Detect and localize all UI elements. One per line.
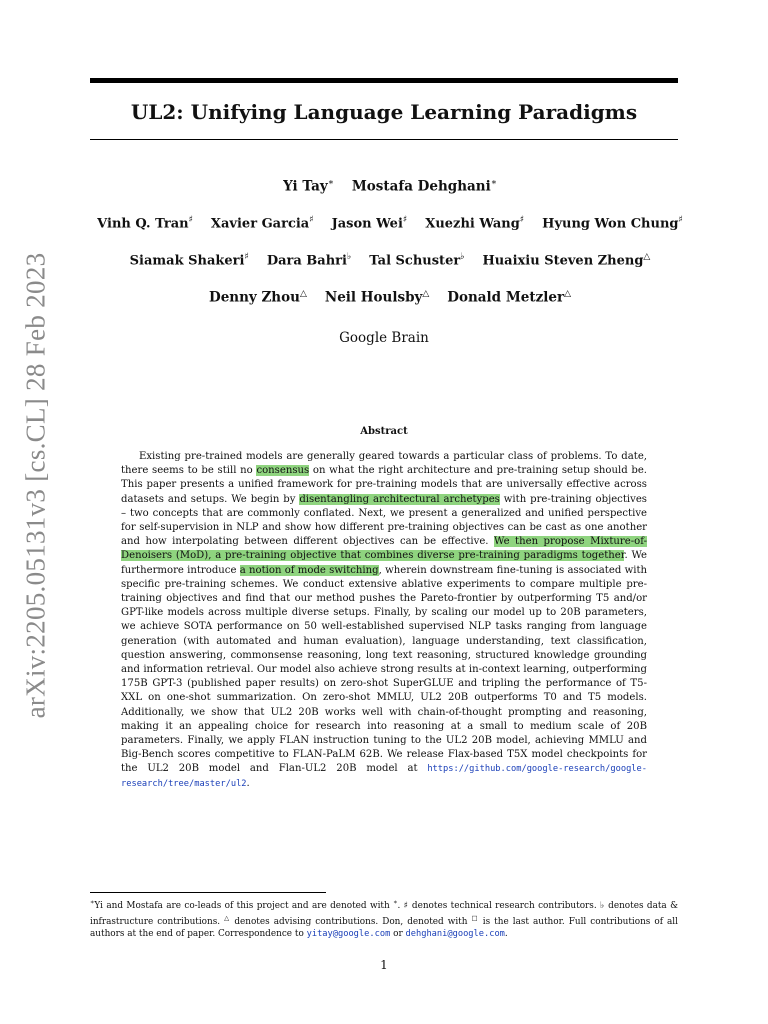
author: Mostafa Dehghani∗ (351, 178, 497, 195)
arxiv-identifier-stamp (14, 252, 58, 718)
abstract-text: , wherein downstream fine-tuning is associated with specific pre-training schemes. We conduct extensive ablative experiments to compare multiple pre-training objectives and find that our method pushes the Pareto-frontier by outperforming T5 and/or GPT-like models across multiple diverse setups. Finally, by scaling our model up to 20B parameters, we achieve SOTA performance on 50 well-established supervised NLP tasks ranging from language generation (with automated and human evaluation), language understanding, text classification, question answering, commonsense reasoning, long text reasoning, structured knowledge grounding and information retrieval. Our model also achieve strong results at in-context learning, outperforming 175B GPT-3 (published paper results) on zero-shot SuperGLUE and tripling the performance of T5-XXL on one-shot summarization. On zero-shot MMLU, UL2 20B outperforms T0 and T5 models. Additionally, we show that UL2 20B works well with chain-of-thought prompting and reasoning, making it an appealing choice for research into reasoning at a small to medium scale of 20B parameters. Finally, we apply FLAN instruction tuning to the UL2 20B model, achieving MMLU and Big-Bench scores competitive to FLAN-PaLM 62B. We release Flax-based T5X model checkpoints for the UL2 20B model and Flan-UL2 20B model at (121, 564, 647, 775)
author: Yi Tay∗ (283, 178, 334, 195)
author: Xavier Garcia♯ (210, 215, 314, 232)
author: Denny Zhou△ (208, 289, 307, 306)
author: Xuezhi Wang♯ (425, 215, 525, 232)
email-link-dehghani[interactable]: dehghani@google.com (405, 928, 505, 939)
footnote: ∗Yi and Mostafa are co-leads of this project and are denoted with ∗. ♯ denotes technical research contributors. ♭ denotes data & infrastructure contributions. △ denotes advising contributions. Don, denoted with □ is the last author. Full contributions of all authors at the end of paper. Correspondence to yitay@google.com or dehghani@google.com. (90, 898, 678, 939)
abstract-heading: Abstract (360, 426, 408, 437)
author: Jason Wei♯ (331, 215, 408, 232)
author: Tal Schuster♭ (369, 252, 465, 269)
author-row-2 (90, 207, 690, 244)
abstract-body (121, 450, 647, 791)
github-link[interactable]: https://github.com/google-research/google-research/tree/master/ul2 (121, 764, 647, 789)
author-row-4 (90, 281, 690, 318)
footnote-rule (90, 892, 326, 893)
author-list (90, 170, 690, 318)
abstract-text: Existing pre-trained models are generally geared towards a particular class of problems. To date, there seems to be still no (121, 451, 647, 477)
author: Hyung Won Chung♯ (542, 215, 683, 232)
highlighted-text: disentangling architectural archetypes (299, 493, 500, 505)
author: Siamak Shakeri♯ (129, 252, 249, 269)
author: Neil Houlsby△ (324, 289, 430, 306)
author: Donald Metzler△ (447, 289, 572, 306)
author-row-1 (90, 170, 690, 207)
email-link-yitay[interactable]: yitay@google.com (306, 928, 391, 939)
affiliation: Google Brain (339, 330, 429, 346)
abstract-text: . (246, 777, 250, 789)
title-top-rule (90, 78, 678, 83)
paper-title: UL2: Unifying Language Learning Paradigms (130, 100, 638, 124)
author: Dara Bahri♭ (266, 252, 352, 269)
abstract-text: . We furthermore introduce (121, 550, 647, 576)
highlighted-text: consensus (256, 465, 310, 477)
author: Huaixiu Steven Zheng△ (482, 252, 651, 269)
abstract-text: on what the right architecture and pre-training setup should be. This paper presents a unified framework for pre-training models that are universally effective across datasets and setups. We begin by (121, 465, 647, 505)
highlighted-text: a notion of mode switching (239, 564, 379, 576)
title-bottom-rule (90, 139, 678, 140)
page-number: 1 (380, 958, 388, 972)
author: Vinh Q. Tran♯ (97, 215, 193, 232)
highlighted-text: We then propose Mixture-of-Denoisers (MoD), a pre-training objective that combines diverse pre-training paradigms together (121, 536, 647, 562)
arxiv-id-text: arXiv:2205.05131v3 [cs.CL] 28 Feb 2023 (20, 252, 51, 718)
abstract-text: with pre-training objectives – two concepts that are commonly conflated. Next, we present a generalized and unified perspective for self-supervision in NLP and show how different pre-training objectives can be cast as one another and how interpolating between different objectives can be effective. (121, 493, 647, 548)
author-row-3 (90, 244, 690, 281)
